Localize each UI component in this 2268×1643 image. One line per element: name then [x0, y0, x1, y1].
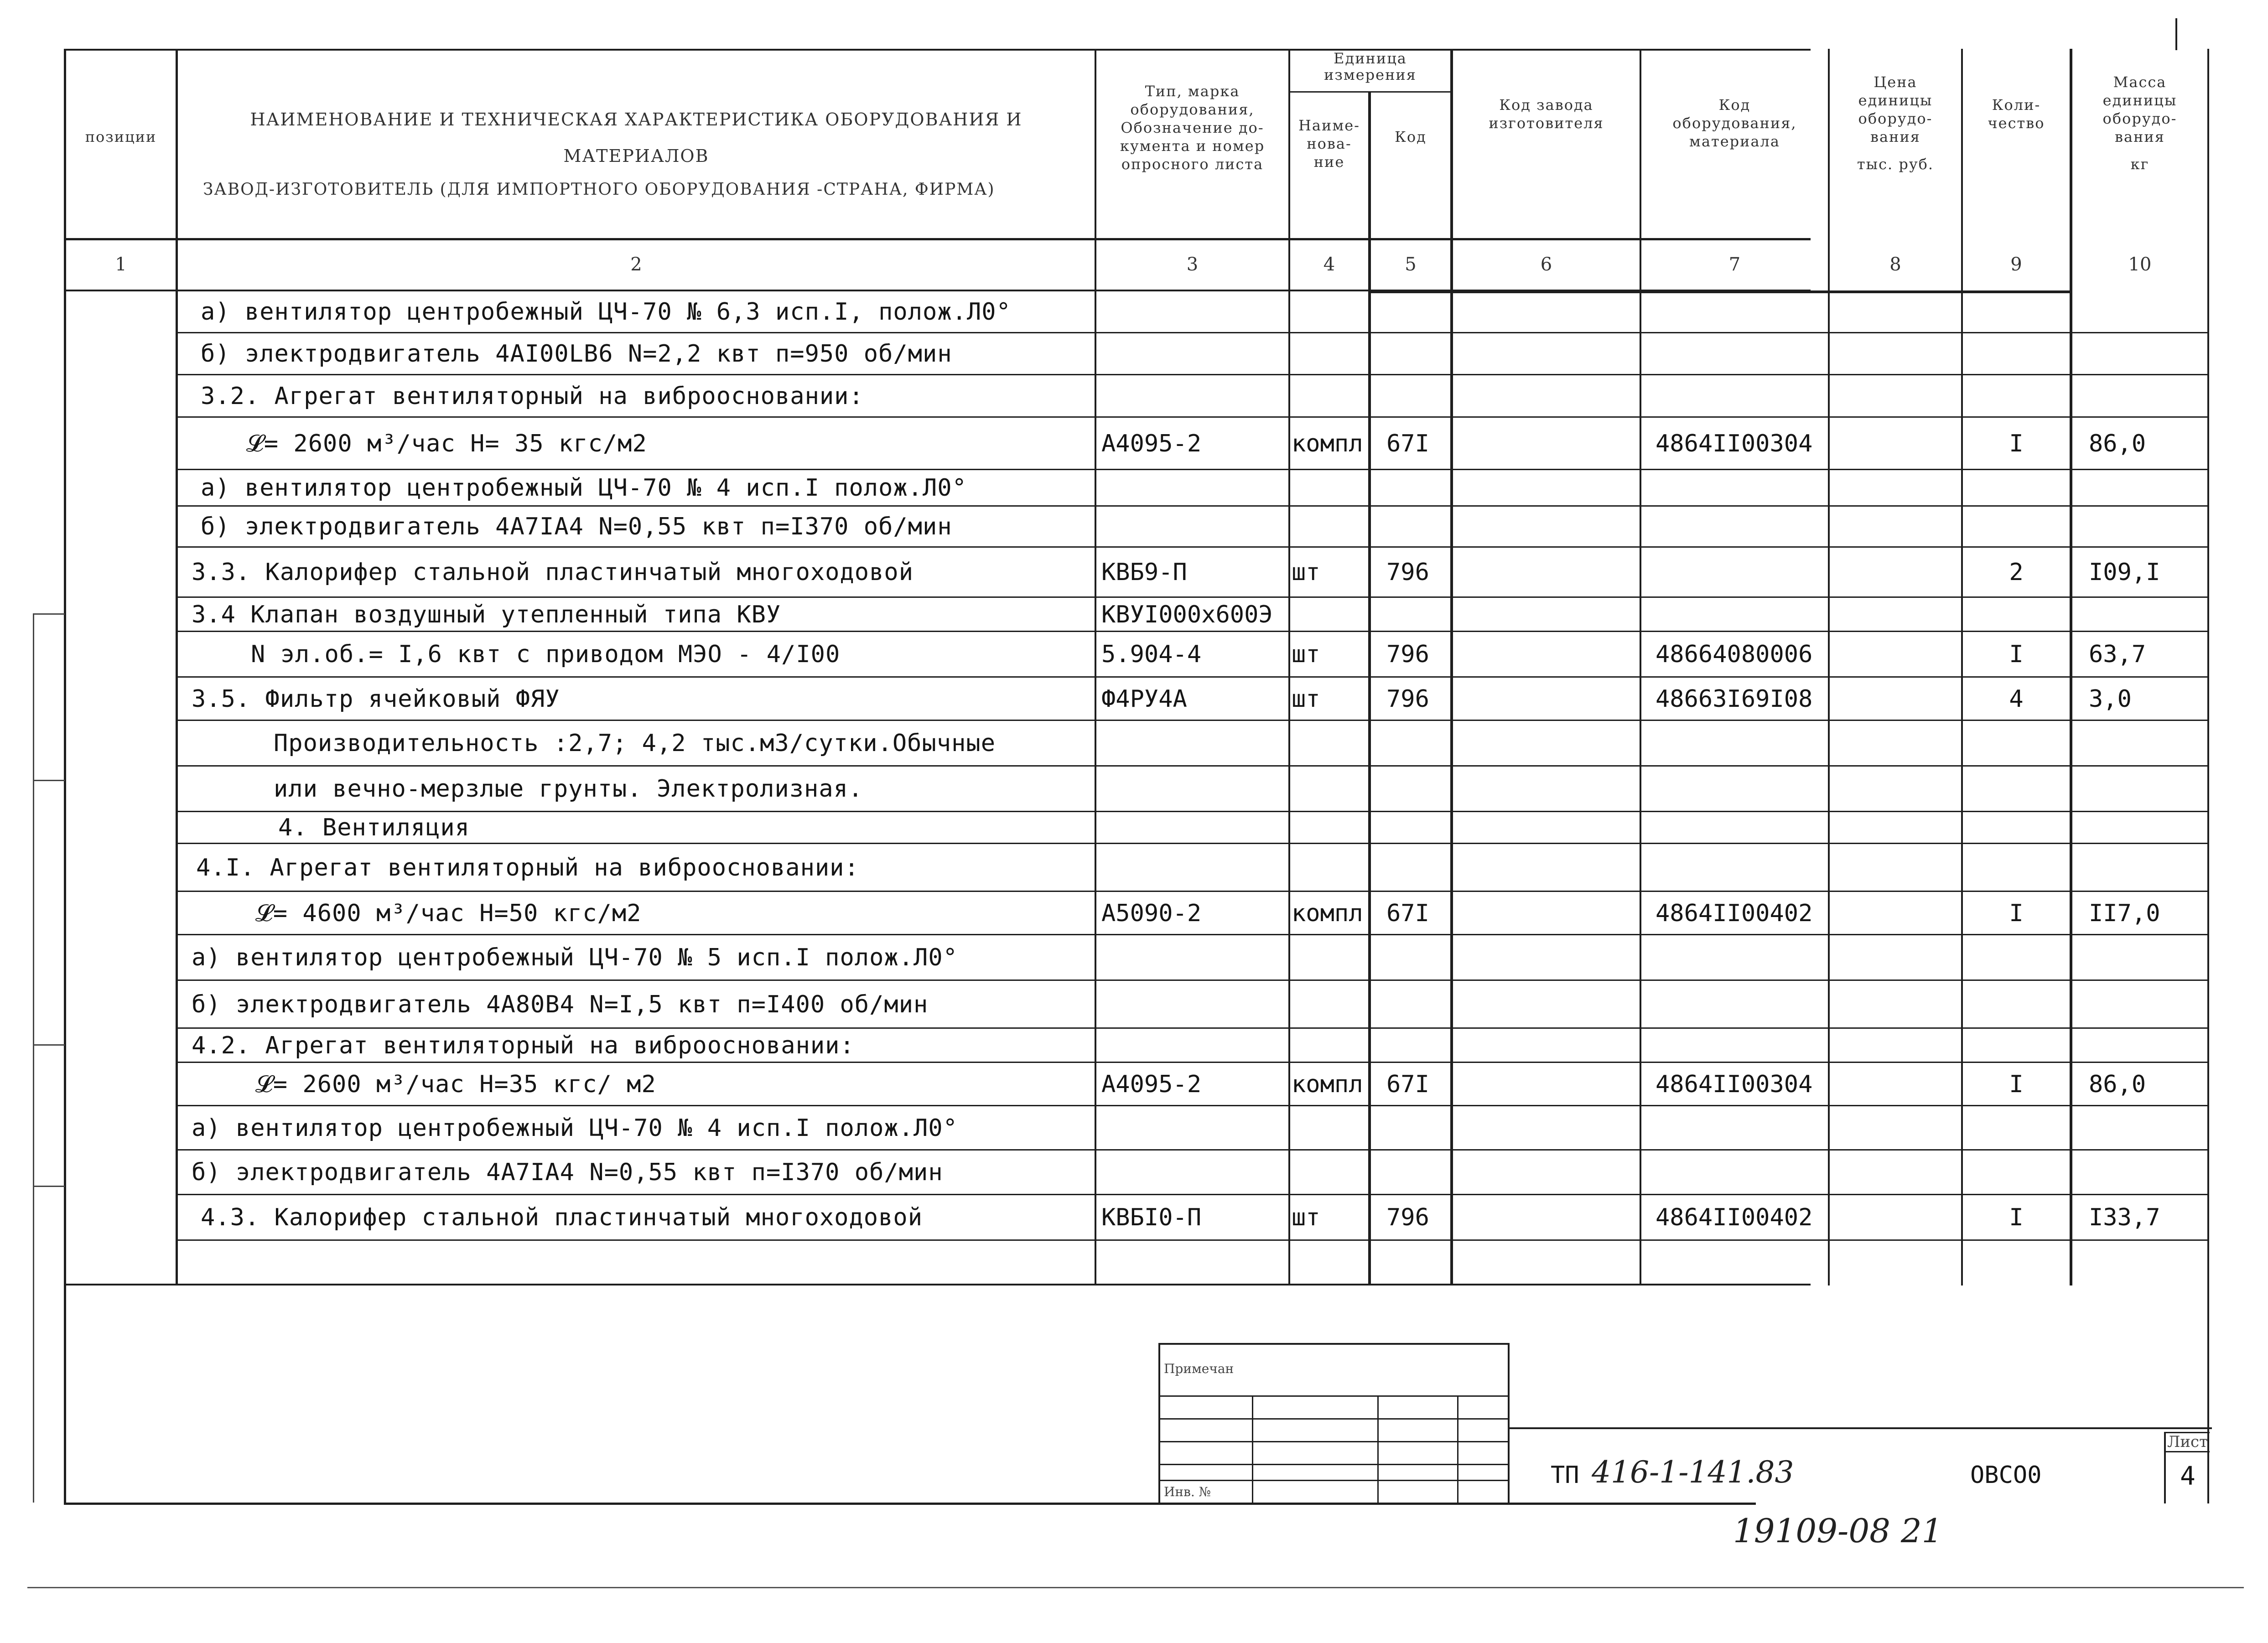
- cell-code: 67I: [1386, 899, 1429, 927]
- stamp-v1: [1252, 1395, 1253, 1503]
- cell-equip-code: 48664080006: [1656, 641, 1813, 668]
- cell-mass: I33,7: [2089, 1204, 2160, 1231]
- row-separator: [178, 811, 2207, 812]
- scan-bottom-edge: [27, 1587, 2244, 1588]
- row-separator: [178, 332, 2207, 333]
- colnum-3: 3: [1186, 254, 1199, 275]
- row-description: 3.2. Агрегат вентиляторный на виброосновании:: [201, 382, 864, 410]
- cell-unit: шт: [1292, 559, 1320, 586]
- row-separator: [178, 843, 2207, 844]
- cell-qty: 4: [2009, 685, 2024, 713]
- row-description: Производительность :2,7; 4,2 тыс.м3/сутки.Обычные: [274, 730, 996, 757]
- row-separator: [178, 1239, 2207, 1241]
- colnum-10: 10: [2128, 254, 2152, 275]
- stamp-v3: [1457, 1395, 1458, 1503]
- row-description: 4. Вентиляция: [278, 814, 470, 841]
- sheet-label: Лист: [2167, 1433, 2208, 1451]
- row-separator: [178, 1194, 2207, 1195]
- row-separator: [178, 505, 2207, 507]
- row-separator: [178, 416, 2207, 418]
- cell-qty: I: [2009, 641, 2024, 668]
- cell-qty: 2: [2009, 559, 2024, 586]
- stamp-v2: [1377, 1395, 1379, 1503]
- header-col1: позиции: [85, 128, 157, 145]
- cell-equip-code: 4864II00304: [1656, 1070, 1813, 1098]
- colnum-4: 4: [1323, 254, 1335, 275]
- row-separator: [178, 934, 2207, 935]
- header-col9: Коли- чество: [1988, 96, 2045, 132]
- header-col6: Код завода изготовителя: [1489, 96, 1604, 132]
- stamp-top: [1158, 1343, 1510, 1345]
- cell-unit: компл: [1292, 899, 1363, 927]
- row-separator: [178, 1149, 2207, 1151]
- row-description: б) электродвигатель 4АI00LВ6 N=2,2 квт п=950 об/мин: [201, 340, 952, 368]
- margin-line-e: [33, 1186, 65, 1187]
- header-col5: Код: [1395, 128, 1427, 145]
- colnum-7: 7: [1728, 254, 1741, 275]
- row-description: 4.3. Калорифер стальной пластинчатый многоходовой: [201, 1204, 923, 1231]
- row-separator: [178, 891, 2207, 892]
- cell-equip-code: 4864II00402: [1656, 899, 1813, 927]
- row-separator: [178, 980, 2207, 981]
- row-description: или вечно-мерзлые грунты. Электролизная.: [274, 775, 863, 803]
- header-col7: Код оборудования, материала: [1672, 96, 1797, 150]
- row-description: 𝓛= 2600 м³/час Н=35 кгс/ м2: [255, 1070, 656, 1098]
- row-description: 3.4 Клапан воздушный утепленный типа КВУ: [192, 601, 781, 628]
- bold-box-top: [1368, 290, 2072, 293]
- header-col2-line3: ЗАВОД-ИЗГОТОВИТЕЛЬ (ДЛЯ ИМПОРТНОГО ОБОРУДОВАНИЯ -СТРАНА, ФИРМА): [203, 180, 995, 199]
- cell-mass: 86,0: [2089, 430, 2146, 457]
- row-separator: [178, 765, 2207, 767]
- cell-equip-code: 4864II00402: [1656, 1204, 1813, 1231]
- cell-qty: I: [2009, 899, 2024, 927]
- colnum-5: 5: [1405, 254, 1417, 275]
- col-line-9: [2070, 49, 2072, 1285]
- cell-unit: компл: [1292, 430, 1363, 457]
- cell-unit: шт: [1292, 1204, 1320, 1231]
- cell-equip-code: 4864II00304: [1656, 430, 1813, 457]
- unit-group-split: [1288, 91, 1450, 93]
- row-separator: [178, 596, 2207, 598]
- margin-line-a: [33, 613, 34, 1503]
- row-description: а) вентилятор центробежный ЦЧ-70 № 5 исп.I полож.Л0°: [192, 944, 958, 971]
- cell-qty: I: [2009, 1070, 2024, 1098]
- row-separator: [178, 546, 2207, 548]
- cell-type: А4095-2: [1101, 1070, 1202, 1098]
- cell-type: КВБI0-П: [1101, 1204, 1202, 1231]
- row-description: 𝓛= 4600 м³/час Н=50 кгс/м2: [255, 899, 642, 927]
- sheet-box-mid: [2164, 1451, 2210, 1452]
- sheet-number: 4: [2180, 1462, 2195, 1491]
- row-description: а) вентилятор центробежный ЦЧ-70 № 4 исп.I полож.Л0°: [201, 474, 967, 502]
- margin-line-d: [33, 1044, 65, 1046]
- doc-code-handwritten: 416-1-141.83: [1592, 1455, 1794, 1490]
- cell-unit: шт: [1292, 685, 1320, 713]
- row-separator: [178, 676, 2207, 678]
- header-col2-line1: НАИМЕНОВАНИЕ И ТЕХНИЧЕСКАЯ ХАРАКТЕРИСТИКА ОБОРУДОВАНИЯ И: [250, 109, 1022, 130]
- header-col8: Цена единицы оборудо- вания тыс. руб.: [1857, 73, 1934, 173]
- header-col3: Тип, марка оборудования, Обозначение до- кумента и номер опросного листа: [1120, 83, 1265, 173]
- row-separator: [178, 1027, 2207, 1029]
- cell-qty: I: [2009, 430, 2024, 457]
- cell-equip-code: 48663I69I08: [1656, 685, 1813, 713]
- top-right-tick: [2175, 18, 2177, 50]
- cell-mass: 63,7: [2089, 641, 2146, 668]
- cell-unit: компл: [1292, 1070, 1363, 1098]
- cell-code: 796: [1386, 1204, 1429, 1231]
- row-separator: [178, 720, 2207, 721]
- cell-mass: II7,0: [2089, 899, 2160, 927]
- cell-code: 67I: [1386, 430, 1429, 457]
- col-line-2: [1095, 49, 1096, 1285]
- row-description: N эл.об.= I,6 квт с приводом МЭО - 4/I00: [251, 641, 841, 668]
- cell-unit: шт: [1292, 641, 1320, 668]
- frame-top: [64, 49, 1811, 51]
- header-col10: Масса единицы оборудо- вания кг: [2102, 73, 2177, 173]
- cell-type: 5.904-4: [1101, 641, 1202, 668]
- cell-code: 67I: [1386, 1070, 1429, 1098]
- cell-mass: 3,0: [2089, 685, 2132, 713]
- row-separator: [178, 631, 2207, 632]
- row-separator: [178, 469, 2207, 470]
- doc-code-prefix: ТП: [1551, 1462, 1579, 1489]
- doc-mark: ОВСО0: [1970, 1462, 2042, 1489]
- cell-code: 796: [1386, 641, 1429, 668]
- cell-mass: I09,I: [2089, 559, 2160, 586]
- colnum-1: 1: [115, 254, 127, 275]
- header-bottom-line: [64, 238, 1811, 240]
- margin-line-c: [33, 780, 65, 781]
- cell-qty: I: [2009, 1204, 2024, 1231]
- colnum-8: 8: [1889, 254, 1901, 275]
- row-separator: [178, 1105, 2207, 1106]
- col-line-1: [176, 49, 178, 1285]
- row-separator: [178, 1062, 2207, 1063]
- table-bottom-line: [64, 1284, 1811, 1285]
- row-description: б) электродвигатель 4А7IА4 N=0,55 квт п=I370 об/мин: [192, 1159, 943, 1186]
- row-description: а) вентилятор центробежный ЦЧ-70 № 6,3 исп.I, полож.Л0°: [201, 298, 1011, 326]
- page-bottom-line: [64, 1503, 1756, 1505]
- cell-code: 796: [1386, 685, 1429, 713]
- row-description: 4.I. Агрегат вентиляторный на виброосновании:: [196, 854, 859, 881]
- header-unit-group: Единица измерения: [1324, 50, 1417, 83]
- stamp-inv-label: Инв. №: [1164, 1484, 1211, 1499]
- colnum-6: 6: [1540, 254, 1552, 275]
- row-description: 𝓛= 2600 м³/час Н= 35 кгс/м2: [246, 430, 647, 457]
- row-description: 3.3. Калорифер стальной пластинчатый многоходовой: [192, 559, 914, 586]
- margin-line-b: [33, 613, 65, 615]
- col-line-7: [1828, 49, 1830, 1285]
- col-line-3: [1288, 49, 1290, 1285]
- cell-type: А5090-2: [1101, 899, 1202, 927]
- row-description: 3.5. Фильтр ячейковый ФЯУ: [192, 685, 560, 713]
- row-description: а) вентилятор центробежный ЦЧ-70 № 4 исп.I полож.Л0°: [192, 1114, 958, 1142]
- col-line-5: [1450, 49, 1453, 1285]
- cell-mass: 86,0: [2089, 1070, 2146, 1098]
- row-separator: [178, 374, 2207, 375]
- col-line-6: [1640, 49, 1641, 1285]
- docblock-top: [1510, 1427, 2212, 1429]
- row-description: б) электродвигатель 4А7IА4 N=0,55 квт п=I370 об/мин: [201, 513, 952, 540]
- header-col4: Наиме- нова- ние: [1298, 117, 1360, 171]
- stamp-note-label: Примечан: [1164, 1361, 1234, 1376]
- cell-code: 796: [1386, 559, 1429, 586]
- cell-type: КВБ9-П: [1101, 559, 1187, 586]
- cell-type: Ф4РУ4А: [1101, 685, 1187, 713]
- header-col2-line2: МАТЕРИАЛОВ: [563, 146, 709, 166]
- cell-type: КВУI000х600Э: [1101, 601, 1273, 628]
- bottom-handwritten-number: 19109-08 21: [1733, 1512, 1943, 1550]
- row-description: 4.2. Агрегат вентиляторный на виброосновании:: [192, 1031, 855, 1059]
- colnum-2: 2: [630, 254, 642, 275]
- frame-right: [2207, 49, 2209, 1503]
- cell-type: А4095-2: [1101, 430, 1202, 457]
- row-description: б) электродвигатель 4А80В4 N=I,5 квт п=I400 об/мин: [192, 990, 929, 1018]
- colnum-9: 9: [2010, 254, 2022, 275]
